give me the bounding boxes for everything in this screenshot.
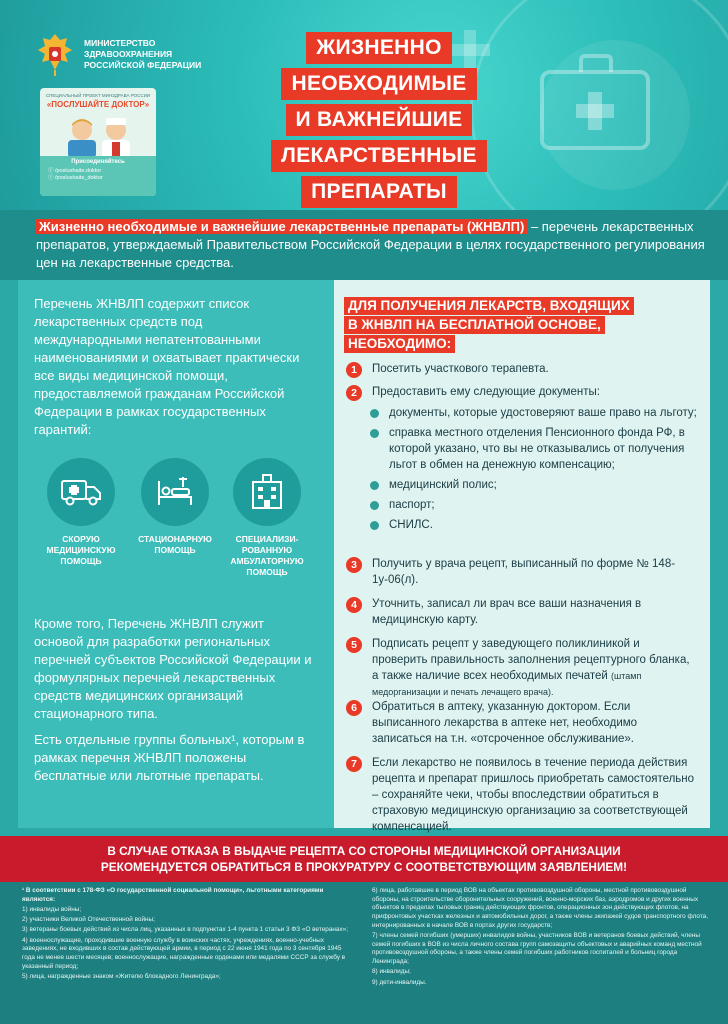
- footnote: 3) ветераны боевых действий из числа лиц, указанных в подпунктах 1-4 пункта 1 статьи 3 ФЗ «О ветеранах»;: [22, 926, 348, 934]
- step-number: 4: [346, 597, 362, 613]
- first-aid-kit-icon: [540, 70, 650, 150]
- promo-top-text: СПЕЦИАЛЬНЫЙ ПРОЕКТ МИНЗДРАВА РОССИИ: [45, 93, 151, 98]
- promo-fb-text: /poslushaite.doktor: [55, 167, 102, 174]
- ministry-line1: МИНИСТЕРСТВО: [84, 37, 156, 48]
- list-item: [370, 497, 700, 513]
- step-5: [346, 636, 698, 700]
- step-3: [346, 556, 698, 588]
- footnote: 9) дети-инвалиды.: [372, 978, 427, 986]
- promo-vk-link[interactable]: [48, 175, 148, 183]
- step-number: 5: [346, 637, 362, 653]
- step-number: 3: [346, 557, 362, 573]
- warning-line-2: РЕКОМЕНДУЕТСЯ ОБРАТИТЬСЯ В ПРОКУРАТУРУ С СООТВЕТСТВУЮЩИМ ЗАЯВЛЕНИЕМ!: [100, 860, 628, 874]
- document-text: медицинский полис;: [389, 479, 497, 491]
- ministry-line2: ЗДРАВООХРАНЕНИЯ: [84, 48, 173, 59]
- documents-list: [370, 405, 700, 537]
- title-line-5: ПРЕПАРАТЫ: [301, 176, 457, 208]
- promo-vk-text: /poslushaite_doktor: [55, 175, 103, 181]
- step-1: [346, 361, 698, 378]
- footnote: 2) участники Великой Отечественной войны;: [22, 916, 155, 924]
- title-line-1: ЖИЗНЕННО: [306, 32, 451, 64]
- care-label-outpatient: СПЕЦИАЛИЗИ-РОВАННУЮ АМБУЛАТОРНУЮ ПОМОЩЬ: [230, 534, 304, 577]
- warning-banner: [0, 836, 728, 882]
- ministry-logo: [34, 30, 201, 78]
- bullet-icon: [370, 521, 379, 530]
- coat-of-arms-icon: [34, 30, 76, 78]
- document-text: СНИЛС.: [389, 519, 433, 531]
- footnote: ¹ В соответствии с 178-ФЗ «О государственной социальной помощи», льготными категориями являются:: [22, 887, 324, 903]
- step-7: [346, 755, 698, 835]
- step-text: Подписать рецепт у заведующего поликлиникой и проверить правильность заполнения рецептурного бланка, а также наличие всех необходимых печатей: [372, 638, 690, 682]
- steps-title: [344, 297, 634, 354]
- step-text: Если лекарство не появилось в течение периода действия рецепта и препарат пришлось приобретать самостоятельно – сохраняйте чеки, чтобы впоследствии обратиться в страховую медицинскую организацию за соответствующей компенсацией.: [372, 757, 695, 833]
- document-text: паспорт;: [389, 499, 435, 511]
- doctors-illustration-icon: [54, 116, 144, 158]
- definition-text: [36, 218, 716, 272]
- clinic-building-icon: [249, 474, 285, 510]
- step-text: Получить у врача рецепт, выписанный по форме № 148-1у-06(л).: [372, 558, 676, 586]
- footnotes-left: [22, 887, 352, 983]
- vk-icon: ⓥ: [48, 175, 56, 181]
- step-4: [346, 596, 698, 628]
- bullet-icon: [370, 429, 379, 438]
- promo-footer: [40, 156, 156, 196]
- bullet-icon: [370, 481, 379, 490]
- footnotes-right: [372, 887, 712, 989]
- footnote: 6) лица, работавшие в период ВОВ на объектах противовоздушной обороны, местной противовоздушной обороны, на строительстве оборонительных сооружений, военно-морских баз, аэродромов и других военных объектов в пределах тыловых границ действующих фронтов, операционных зон действующих флотов, на прифронтовых участках железных и автомобильных дорог, а также члены экипажей судов транспортного флота, интернированных в начале ВОВ в портах других государств;: [372, 887, 709, 929]
- document-text: документы, которые удостоверяют ваше право на льготу;: [389, 407, 697, 419]
- care-item-inpatient: [130, 458, 220, 556]
- facebook-icon: ⓕ: [48, 167, 56, 174]
- steps-title-line-1: ДЛЯ ПОЛУЧЕНИЯ ЛЕКАРСТВ, ВХОДЯЩИХ: [344, 297, 634, 315]
- footnote: 7) члены семей погибших (умерших) инвалидов войны, участников ВОВ и ветеранов боевых действий, члены семей погибших в ВОВ из числа личного состава групп самозащиты объектовых и аварийных команд местной противовоздушной обороны, а также члены семей погибших работников госпиталей и больниц города Ленинграда;: [372, 932, 702, 966]
- promo-title: «ПОСЛУШАЙТЕ ДОКТОР»: [46, 100, 150, 109]
- title-line-3: И ВАЖНЕЙШИЕ: [286, 104, 473, 136]
- step-note: (штамп медорганизации и печать лечащего врача).: [372, 671, 642, 697]
- step-6: [346, 699, 698, 747]
- footnote: 4) военнослужащие, проходившие военную службу в воинских частях, учреждениях, военно-учебных заведениях, не входивших в состав действующей армии, в период с 22 июня 1941 года по 3 сентября 1945 года не менее шести месяцев; военнослужащие, награжденные орденами или медалями СССР за службу в указанный период;: [22, 936, 346, 970]
- document-text: справка местного отделения Пенсионного фонда РФ, в которой указано, что вы не отказывались от получения льгот в обмен на денежную компенсацию;: [389, 427, 685, 471]
- care-label-inpatient: СТАЦИОНАРНУЮ ПОМОЩЬ: [138, 534, 212, 555]
- step-number: 7: [346, 756, 362, 772]
- hospital-bed-icon: [155, 475, 195, 509]
- care-label-emergency: СКОРУЮ МЕДИЦИНСКУЮ ПОМОЩЬ: [46, 534, 116, 566]
- title-line-2: НЕОБХОДИМЫЕ: [281, 68, 476, 100]
- footnote: 8) инвалиды;: [372, 968, 411, 976]
- definition-term: Жизненно необходимые и важнейшие лекарственные препараты (ЖНВЛП): [36, 219, 527, 234]
- promo-join: Присоединяйтесь: [71, 159, 125, 165]
- list-item: [370, 477, 700, 493]
- ministry-line3: РОССИЙСКОЙ ФЕДЕРАЦИИ: [84, 59, 202, 70]
- step-text: Обратиться в аптеку, указанную доктором. Если выписанного лекарства в аптеке нет, необходимо записаться на т.н. «отсроченное обслуживание».: [372, 701, 638, 745]
- bullet-icon: [370, 501, 379, 510]
- footnote: 1) инвалиды войны;: [22, 905, 82, 913]
- step-number: 6: [346, 700, 362, 716]
- care-item-outpatient: [222, 458, 312, 578]
- care-item-emergency: [36, 458, 126, 567]
- step-text: Уточнить, записал ли врач все ваши назначения в медицинскую карту.: [372, 598, 642, 626]
- step-2: [346, 384, 698, 401]
- footnote: 5) лица, награжденные знаком «Жителю блокадного Ленинграда»;: [22, 972, 221, 980]
- steps-title-line-2: В ЖНВЛП НА БЕСПЛАТНОЙ ОСНОВЕ,: [344, 316, 605, 334]
- list-item: [370, 425, 700, 473]
- step-text: Посетить участкового терапевта.: [372, 363, 549, 375]
- steps-title-line-3: НЕОБХОДИМО:: [344, 335, 455, 353]
- list-item: [370, 517, 700, 533]
- left-intro-text: Перечень ЖНВЛП содержит список лекарственных средств под международными непатентованными наименованиями и охватывает практически все виды медицинской помощи, предоставляемой гражданам Российской Федерации в рамках государственных гарантий:: [34, 296, 300, 437]
- promo-fb-link[interactable]: [48, 168, 148, 176]
- list-item: [370, 405, 700, 421]
- page-title: [254, 32, 504, 212]
- left-regional-text: Кроме того, Перечень ЖНВЛП служит основой для разработки региональных перечней субъектов Российской Федерации и формулярных перечней лекарственных средств медицинских организаций стационарного типа.: [34, 616, 312, 721]
- definition-rest: – перечень лекарственных препаратов, утверждаемый Правительством Российской Федерации в целях государственного регулирования цен на лекарственные средства.: [36, 219, 705, 270]
- bullet-icon: [370, 409, 379, 418]
- warning-line-1: В СЛУЧАЕ ОТКАЗА В ВЫДАЧЕ РЕЦЕПТА СО СТОРОНЫ МЕДИЦИНСКОЙ ОРГАНИЗАЦИИ: [107, 844, 621, 858]
- step-number: 2: [346, 385, 362, 401]
- step-number: 1: [346, 362, 362, 378]
- title-line-4: ЛЕКАРСТВЕННЫЕ: [271, 140, 487, 172]
- step-text: Предоставить ему следующие документы:: [372, 386, 600, 398]
- promo-card[interactable]: [40, 88, 156, 196]
- left-groups-text: Есть отдельные группы больных¹, которым в рамках перечня ЖНВЛП положены бесплатные или льготные препараты.: [34, 732, 305, 783]
- ambulance-icon: [60, 477, 102, 507]
